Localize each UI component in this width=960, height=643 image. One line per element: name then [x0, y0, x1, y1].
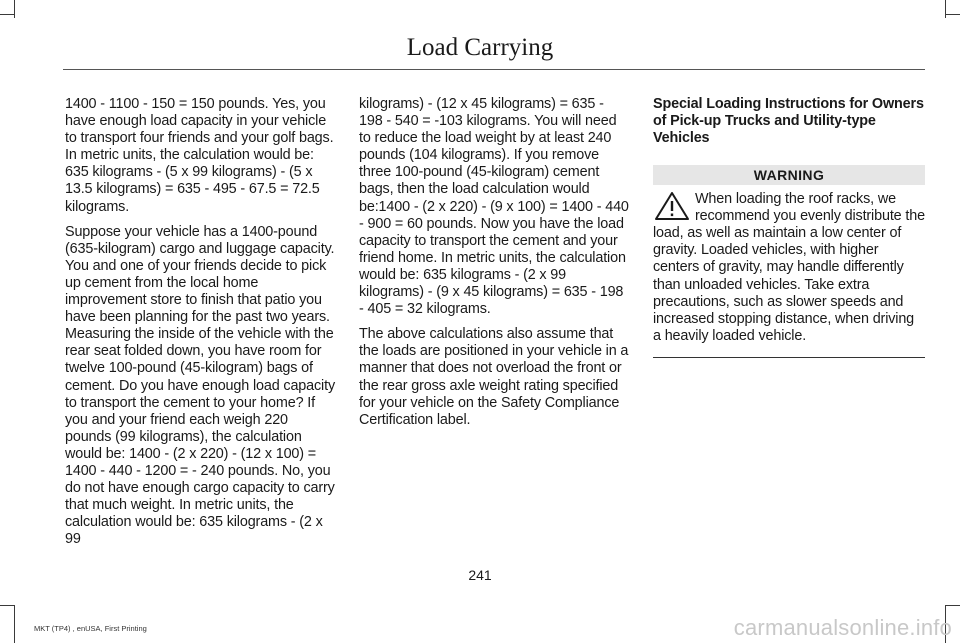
warning-text: When loading the roof racks, we recommend you evenly distribute the load, as well as maintain a low center of gravity. Loaded vehicles, with higher centers of gravity, may handle differently than unloaded vehicles. Take extra precautions, such as slower speeds and increased stopping distance, when driving a heavily loaded vehicle.: [653, 191, 925, 344]
column-3: [653, 96, 925, 358]
crop-mark-bottom-left-v: [14, 605, 15, 643]
crop-mark-top-left-h: [0, 14, 14, 15]
page-number: 241: [468, 567, 492, 583]
print-code: MKT (TP4) , enUSA, First Printing: [34, 624, 147, 633]
crop-mark-top-right-v: [945, 0, 946, 18]
paragraph: kilograms) - (12 x 45 kilograms) = 635 - 198 - 540 = -103 kilograms. You will need to reduce the load weight by at least 240 pounds (104 kilograms). If you remove three 100-pound (45-kilogram) cement bags, then the load calculation would be:1400 - (2 x 220) - (9 x 100) = 1400 - 440 - 900 = 60 pounds. Now you have the load capacity to transport the cement and your friend home. In metric units, the calculation would be: 635 kilograms - (2 x 99 kilograms) - (9 x 45 kilograms) = 635 - 198 - 405 = 32 kilograms.: [359, 96, 629, 318]
warning-triangle-icon: [653, 191, 691, 221]
warning-label: WARNING: [653, 165, 925, 185]
crop-mark-top-right-h: [946, 14, 960, 15]
page-title: Load Carrying: [406, 34, 554, 61]
column-1: [65, 96, 337, 556]
crop-mark-bottom-left-h: [0, 605, 14, 606]
section-heading: Special Loading Instructions for Owners of Pick-up Trucks and Utility-type Vehicles: [653, 96, 924, 146]
watermark: carmanualsonline.info: [733, 615, 952, 640]
crop-mark-bottom-right-h: [946, 605, 960, 606]
paragraph: 1400 - 1100 - 150 = 150 pounds. Yes, you have enough load capacity in your vehicle to transport four friends and your golf bags. In metric units, the calculation would be: 635 kilograms - (5 x 99 kilograms) - (5 x 13.5 kilograms) = 635 - 495 - 67.5 = 72.5 kilograms.: [65, 96, 334, 215]
paragraph: Suppose your vehicle has a 1400-pound (635-kilogram) cargo and luggage capacity. You and one of your friends decide to pick up cement from the local home improvement store to finish that patio you have been planning for the past two years. Measuring the inside of the vehicle with the rear seat folded down, you have room for twelve 100-pound (45-kilogram) bags of cement. Do you have enough load capacity to transport the cement to your home? If you and your friend each weigh 220 pounds (99 kilograms), the calculation would be: 1400 - (2 x 220) - (12 x 100) = 1400 - 440 - 1200 = - 240 pounds. No, you do not have enough cargo capacity to carry that much weight. In metric units, the calculation would be: 635 kilograms - (2 x 99: [65, 223, 336, 548]
warning-body: [653, 191, 925, 345]
column-2: [359, 96, 631, 437]
paragraph: The above calculations also assume that the loads are positioned in your vehicle in a manner that does not overload the front or the rear gross axle weight rating specified for your vehicle on the Safety Compliance Certification label.: [359, 326, 629, 428]
crop-mark-top-left-v: [14, 0, 15, 18]
header-divider: [63, 69, 925, 70]
warning-box: [653, 165, 925, 358]
